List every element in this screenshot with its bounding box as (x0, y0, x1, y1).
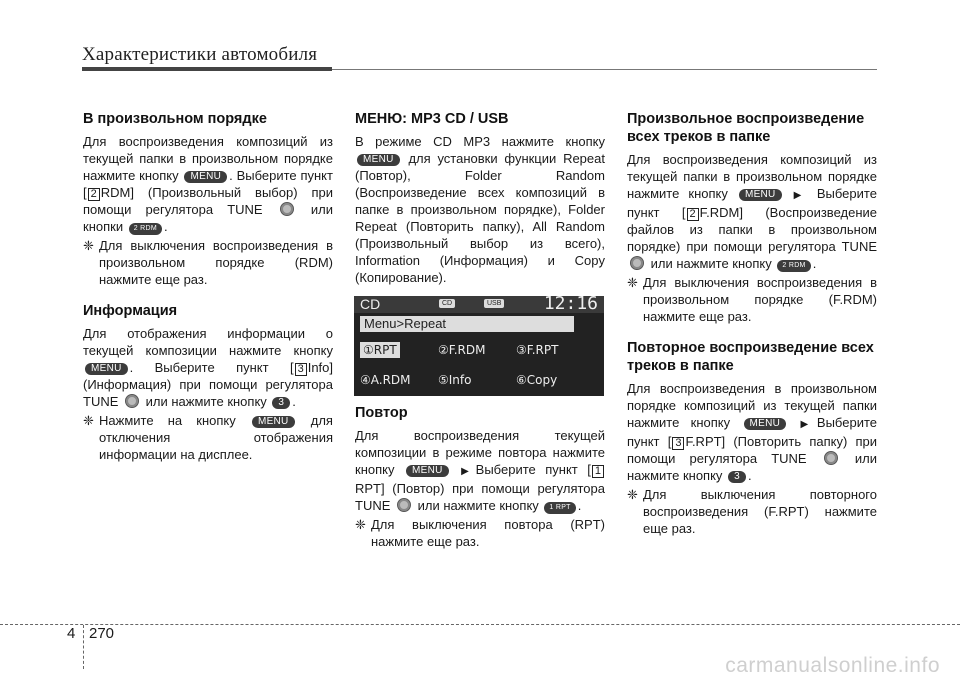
lcd-option-frpt: ③F.RPT (516, 343, 559, 357)
tune-knob-icon (125, 394, 139, 408)
menu-button-icon: MENU (357, 154, 400, 166)
column-2 (355, 110, 605, 550)
rdm-button-icon: 2 RDM (129, 223, 162, 235)
tune-knob-icon (280, 202, 294, 216)
section-title-info: Информация (83, 303, 178, 319)
lcd-display (354, 293, 604, 396)
rpt-button-icon: 1 RPT (544, 502, 575, 514)
lcd-option-ardm: ④A.RDM (360, 373, 411, 387)
paragraph-folder-random: Для воспроизведения композиций из текущей папки в произвольном порядке нажмите кнопку MENU ▶ Выберите пункт [ 2 F.RDM] (Воспроизведение файлов из папки в произвольном порядке) при помощи регулятора TUNE или нажмите кнопку 2 RDM . (627, 152, 877, 271)
tune-knob-icon (397, 498, 411, 512)
section-title-menu: МЕНЮ: MP3 CD / USB (355, 111, 509, 127)
lcd-option-rpt: ①RPT (360, 342, 400, 358)
tune-knob-icon (630, 256, 644, 270)
note-icon: ❈ (355, 517, 366, 532)
menu-button-icon: MENU (744, 418, 787, 430)
option-number-icon: 1 (592, 465, 604, 478)
lcd-option-copy: ⑥Copy (516, 373, 558, 387)
lcd-menu-path: Menu>Repeat (360, 316, 574, 332)
menu-button-icon: MENU (184, 171, 227, 183)
lcd-option-frdm: ②F.RDM (438, 343, 486, 357)
column-3 (627, 110, 877, 537)
paragraph-random: Для воспроизведения композиций из текущей папки в произвольном порядке нажмите кнопку MENU . Выберите пункт [ 2 RDM] (Произвольный выбор) при помощи регулятора TUNE или кнопки 2 RDM . (83, 134, 333, 234)
section-title-folder-repeat: Повторное воспроизведение всех треков в папке (627, 340, 874, 374)
arrow-right-icon: ▶ (461, 466, 475, 477)
note-folder-repeat: ❈ Для выключения повторного воспроизведения (F.RPT) нажмите еще раз. (627, 487, 877, 536)
header-rule-thick (82, 67, 332, 71)
rdm-button-icon: 2 RDM (777, 260, 810, 272)
watermark: carmanualsonline.info (725, 654, 940, 677)
arrow-right-icon: ▶ (800, 419, 816, 430)
option-number-icon: 2 (88, 188, 100, 201)
menu-button-icon: MENU (252, 416, 295, 428)
lcd-cd-tag: CD (439, 299, 455, 308)
paragraph-info: Для отображения информации о текущей композиции нажмите кнопку MENU . Выберите пункт [ 3 Info] (Информация) при помощи регулятора TUNE или нажмите кнопку 3 . (83, 326, 333, 409)
footer-rule (0, 624, 960, 625)
section-title-repeat: Повтор (355, 405, 408, 421)
lcd-clock: 12:16 (543, 293, 598, 314)
chapter-number: 4 (67, 625, 76, 642)
menu-button-icon: MENU (406, 465, 449, 477)
lcd-usb-tag: USB (484, 299, 504, 308)
lcd-option-info: ⑤Info (438, 373, 472, 387)
paragraph-menu: В режиме CD MP3 нажмите кнопку MENU для установки функции Repeat (Повтор), Folder Random (Воспроизведение всех композиций в папке в произвольном порядке), Folder Repeat (Повторить папку), All Random (Произвольный выбор из всего), Information (Информация) и Copy (Копирование). (355, 134, 605, 285)
note-info: ❈ Нажмите на кнопку MENU для отключения отображения информации на дисплее. (83, 413, 333, 462)
footer-divider (83, 625, 84, 669)
menu-button-icon: MENU (85, 363, 128, 375)
header-rule-thin (332, 69, 877, 70)
header-title: Характеристики автомобиля (82, 44, 318, 65)
note-icon: ❈ (627, 275, 638, 290)
note-icon: ❈ (83, 238, 94, 253)
note-icon: ❈ (627, 487, 638, 502)
page-number: 270 (89, 625, 115, 642)
button-3-icon: 3 (728, 471, 746, 483)
paragraph-folder-repeat: Для воспроизведения в произвольном порядке композиций из текущей папки нажмите кнопку MENU ▶Выберите пункт [ 3 F.RPT] (Повторить папку) при помощи регулятора TUNE или нажмите кнопку 3 . (627, 381, 878, 483)
note-random: ❈ Для выключения воспроизведения в произвольном порядке (RDM) нажмите еще раз. (83, 238, 333, 287)
menu-button-icon: MENU (739, 189, 782, 201)
option-number-icon: 2 (687, 208, 699, 221)
button-3-icon: 3 (272, 397, 290, 409)
lcd-source: CD (360, 296, 381, 312)
column-1 (83, 110, 333, 463)
note-folder-random: ❈ Для выключения воспроизведения в произвольном порядке (F.RDM) нажмите еще раз. (627, 275, 877, 324)
option-number-icon: 3 (295, 363, 307, 376)
note-icon: ❈ (83, 413, 94, 428)
section-title-folder-random: Произвольное воспроизведение всех треков в папке (627, 111, 865, 145)
paragraph-repeat: Для воспроизведения текущей композиции в режиме повтора нажмите кнопку MENU ▶Выберите пункт [ 1RPT] (Повтор) при помощи регулятора TUNE или нажмите кнопку 1 RPT . (355, 428, 605, 513)
option-number-icon: 3 (672, 437, 684, 450)
arrow-right-icon: ▶ (793, 190, 807, 201)
tune-knob-icon (824, 451, 838, 465)
note-repeat: ❈ Для выключения повтора (RPT) нажмите еще раз. (355, 517, 605, 549)
section-title-random: В произвольном порядке (83, 111, 267, 127)
